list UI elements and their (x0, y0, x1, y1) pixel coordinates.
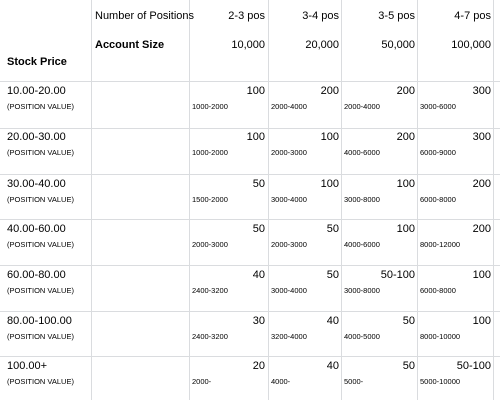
account-size-label[interactable]: Account Size (95, 39, 165, 51)
position-value-cell[interactable]: 2000-3000 (271, 148, 307, 157)
positions-label[interactable]: Number of Positions (95, 10, 195, 22)
position-value-cell[interactable]: 6000-8000 (420, 195, 456, 204)
shares-cell[interactable]: 20 (252, 360, 265, 372)
price-range[interactable]: 20.00-30.00 (7, 131, 66, 143)
positions-col-2[interactable]: 3-4 pos (302, 10, 339, 22)
position-value-cell[interactable]: 1000-2000 (192, 102, 228, 111)
shares-cell[interactable]: 50-100 (380, 269, 415, 281)
position-value-cell[interactable]: 5000- (344, 377, 364, 386)
column-divider (341, 0, 342, 400)
price-range[interactable]: 10.00-20.00 (7, 85, 66, 97)
position-value-cell[interactable]: 1000-2000 (192, 148, 228, 157)
shares-cell[interactable]: 100 (472, 269, 491, 281)
shares-cell[interactable]: 100 (320, 178, 339, 190)
price-range[interactable]: 100.00+ (7, 360, 48, 372)
shares-cell[interactable]: 30 (252, 315, 265, 327)
position-value-label[interactable]: (POSITION VALUE) (7, 240, 74, 249)
price-range[interactable]: 30.00-40.00 (7, 178, 66, 190)
position-value-label[interactable]: (POSITION VALUE) (7, 377, 74, 386)
shares-cell[interactable]: 50 (402, 360, 415, 372)
shares-cell[interactable]: 40 (326, 360, 339, 372)
shares-cell[interactable]: 200 (396, 131, 415, 143)
row-divider (0, 265, 500, 266)
position-value-cell[interactable]: 1500-2000 (192, 195, 228, 204)
shares-cell[interactable]: 100 (396, 178, 415, 190)
row-divider (0, 81, 500, 82)
shares-cell[interactable]: 40 (326, 315, 339, 327)
shares-cell[interactable]: 50 (252, 223, 265, 235)
account-col-3[interactable]: 50,000 (381, 39, 415, 51)
position-value-cell[interactable]: 4000-6000 (344, 148, 380, 157)
position-value-cell[interactable]: 3000-6000 (420, 102, 456, 111)
position-value-cell[interactable]: 5000-10000 (420, 377, 461, 386)
row-divider (0, 356, 500, 357)
shares-cell[interactable]: 100 (246, 131, 265, 143)
shares-cell[interactable]: 200 (396, 85, 415, 97)
position-value-cell[interactable]: 4000-6000 (344, 240, 380, 249)
shares-cell[interactable]: 50 (402, 315, 415, 327)
shares-cell[interactable]: 100 (246, 85, 265, 97)
column-divider (493, 0, 494, 400)
position-value-cell[interactable]: 2000-4000 (344, 102, 380, 111)
row-divider (0, 219, 500, 220)
shares-cell[interactable]: 200 (472, 223, 491, 235)
shares-cell[interactable]: 50-100 (456, 360, 491, 372)
column-divider (91, 0, 92, 400)
shares-cell[interactable]: 50 (326, 269, 339, 281)
position-value-label[interactable]: (POSITION VALUE) (7, 286, 74, 295)
shares-cell[interactable]: 100 (472, 315, 491, 327)
column-divider (417, 0, 418, 400)
row-divider (0, 128, 500, 129)
position-value-cell[interactable]: 2000-4000 (271, 102, 307, 111)
shares-cell[interactable]: 40 (252, 269, 265, 281)
position-value-cell[interactable]: 6000-9000 (420, 148, 456, 157)
position-value-cell[interactable]: 4000- (271, 377, 291, 386)
account-col-4[interactable]: 100,000 (451, 39, 491, 51)
account-col-2[interactable]: 20,000 (305, 39, 339, 51)
positions-col-1[interactable]: 2-3 pos (228, 10, 265, 22)
position-value-cell[interactable]: 2000-3000 (192, 240, 228, 249)
shares-cell[interactable]: 300 (472, 85, 491, 97)
row-divider (0, 174, 500, 175)
shares-cell[interactable]: 50 (252, 178, 265, 190)
position-value-cell[interactable]: 3000-8000 (344, 286, 380, 295)
position-value-label[interactable]: (POSITION VALUE) (7, 332, 74, 341)
position-value-cell[interactable]: 3000-4000 (271, 286, 307, 295)
position-value-label[interactable]: (POSITION VALUE) (7, 195, 74, 204)
position-value-cell[interactable]: 2000- (192, 377, 212, 386)
position-value-cell[interactable]: 6000-8000 (420, 286, 456, 295)
price-range[interactable]: 80.00-100.00 (7, 315, 72, 327)
shares-cell[interactable]: 300 (472, 131, 491, 143)
position-value-cell[interactable]: 3000-8000 (344, 195, 380, 204)
position-value-cell[interactable]: 8000-10000 (420, 332, 461, 341)
position-value-cell[interactable]: 4000-5000 (344, 332, 380, 341)
position-value-cell[interactable]: 3000-4000 (271, 195, 307, 204)
position-value-cell[interactable]: 3200-4000 (271, 332, 307, 341)
positions-col-3[interactable]: 3-5 pos (378, 10, 415, 22)
position-value-cell[interactable]: 2400-3200 (192, 332, 228, 341)
shares-cell[interactable]: 200 (320, 85, 339, 97)
position-value-label[interactable]: (POSITION VALUE) (7, 148, 74, 157)
stock-price-label[interactable]: Stock Price (7, 56, 67, 68)
position-value-label[interactable]: (POSITION VALUE) (7, 102, 74, 111)
position-value-cell[interactable]: 2000-3000 (271, 240, 307, 249)
row-divider (0, 311, 500, 312)
positions-col-4[interactable]: 4-7 pos (454, 10, 491, 22)
price-range[interactable]: 40.00-60.00 (7, 223, 66, 235)
position-value-cell[interactable]: 2400-3200 (192, 286, 228, 295)
shares-cell[interactable]: 100 (320, 131, 339, 143)
position-value-cell[interactable]: 8000-12000 (420, 240, 461, 249)
column-divider (189, 0, 190, 400)
shares-cell[interactable]: 50 (326, 223, 339, 235)
shares-cell[interactable]: 100 (396, 223, 415, 235)
shares-cell[interactable]: 200 (472, 178, 491, 190)
column-divider (268, 0, 269, 400)
price-range[interactable]: 60.00-80.00 (7, 269, 66, 281)
account-col-1[interactable]: 10,000 (231, 39, 265, 51)
